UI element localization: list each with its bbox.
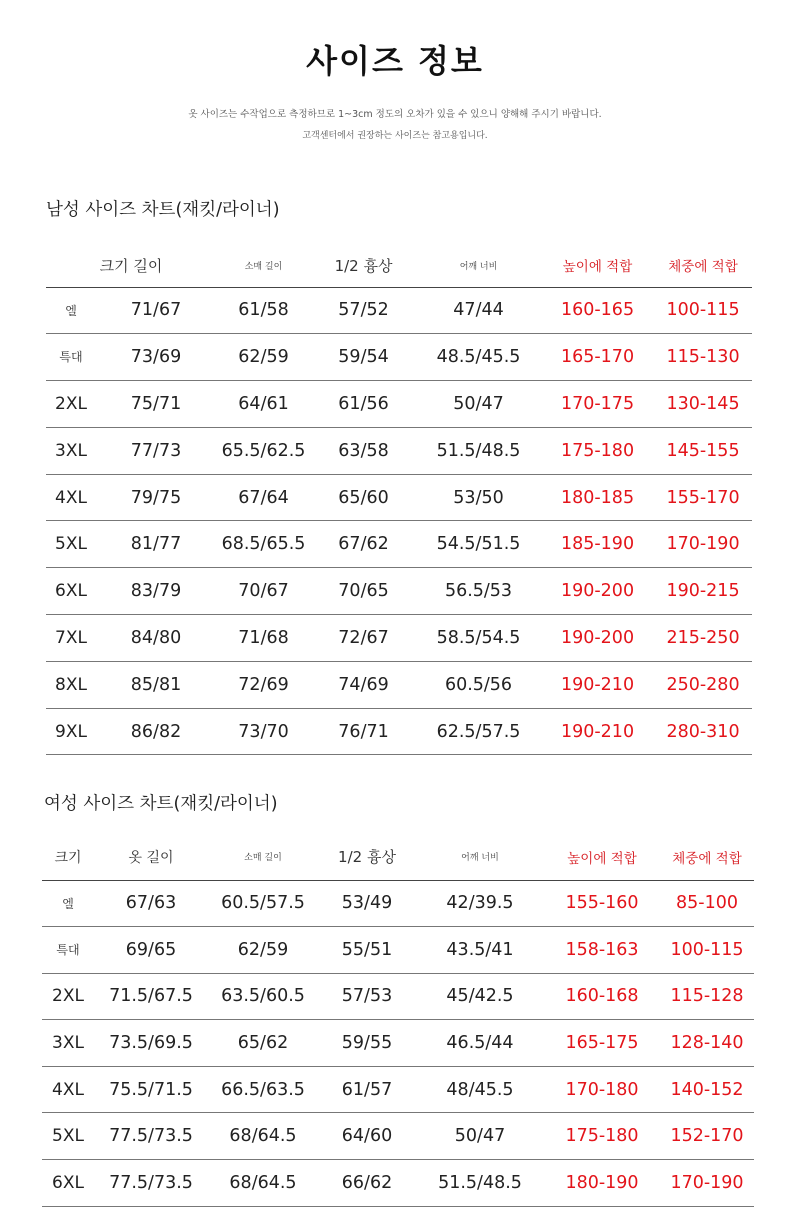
shoulder-cell: 45/42.5	[446, 986, 514, 1007]
shoulder-cell: 51.5/48.5	[438, 1172, 522, 1193]
shoulder-cell: 54.5/51.5	[436, 534, 521, 555]
sleeve-cell: 68/64.5	[229, 1126, 297, 1147]
size-cell: 8XL	[55, 674, 87, 695]
length-cell: 81/77	[130, 534, 182, 555]
shoulder-cell: 46.5/44	[446, 1033, 514, 1054]
bust-cell: 55/51	[341, 939, 393, 960]
sleeve-cell: 70/67	[238, 581, 289, 602]
height-cell: 170-175	[560, 393, 635, 414]
women-size-table	[42, 834, 754, 1207]
sleeve-cell: 61/58	[238, 300, 289, 321]
length-cell: 75/71	[130, 393, 182, 414]
size-cell: 9XL	[55, 721, 87, 742]
size-cell: 5XL	[55, 534, 87, 555]
men-size-table	[46, 244, 752, 755]
table-row	[46, 568, 752, 615]
size-cell: 4XL	[52, 1079, 84, 1100]
weight-cell: 145-155	[666, 440, 740, 461]
women-section-title: 여성 사이즈 차트(재킷/라이너)	[44, 794, 278, 814]
bust-cell: 57/52	[338, 300, 389, 321]
sleeve-cell: 60.5/57.5	[221, 893, 305, 914]
sleeve-cell: 62/59	[237, 939, 289, 960]
women-table-body	[42, 880, 754, 1206]
bust-cell: 64/60	[341, 1126, 393, 1147]
bust-cell: 59/55	[341, 1033, 393, 1054]
weight-cell: 140-152	[670, 1079, 744, 1100]
bust-cell: 74/69	[338, 674, 389, 695]
height-cell: 190-210	[560, 721, 635, 742]
bust-cell: 61/56	[338, 393, 389, 414]
table-row	[46, 521, 752, 568]
table-row	[46, 615, 752, 662]
sleeve-cell: 62/59	[238, 347, 289, 368]
height-cell: 190-200	[560, 581, 635, 602]
size-cell: 엘	[65, 303, 77, 318]
table-row	[42, 973, 754, 1020]
table-row	[42, 1113, 754, 1160]
size-cell: 2XL	[52, 986, 84, 1007]
header-sleeve-length: 소매 길이	[244, 853, 282, 864]
weight-cell: 170-190	[670, 1172, 744, 1193]
weight-cell: 155-170	[666, 487, 740, 508]
table-row	[46, 661, 752, 708]
table-row	[46, 287, 752, 334]
length-cell: 79/75	[130, 487, 182, 508]
weight-cell: 128-140	[670, 1033, 744, 1054]
shoulder-cell: 43.5/41	[446, 939, 514, 960]
header-fit-weight: 체중에 적합	[668, 259, 738, 276]
weight-cell: 170-190	[666, 534, 740, 555]
shoulder-cell: 47/44	[453, 300, 504, 321]
table-row	[42, 927, 754, 974]
header-fit-height: 높이에 적합	[562, 259, 633, 276]
height-cell: 158-163	[565, 939, 639, 960]
shoulder-cell: 60.5/56	[444, 674, 513, 695]
weight-cell: 100-115	[670, 939, 744, 960]
height-cell: 180-190	[565, 1172, 639, 1193]
men-section-title: 남성 사이즈 차트(재킷/라이너)	[46, 200, 280, 220]
weight-cell: 100-115	[666, 300, 740, 321]
weight-cell: 215-250	[666, 627, 740, 648]
weight-cell: 130-145	[666, 393, 740, 414]
size-recommendation-notice: 고객센터에서 권장하는 사이즈는 참고용입니다.	[302, 131, 488, 141]
bust-cell: 59/54	[338, 347, 389, 368]
sleeve-cell: 73/70	[238, 721, 289, 742]
size-cell: 3XL	[52, 1033, 84, 1054]
shoulder-cell: 48.5/45.5	[436, 347, 521, 368]
size-cell: 엘	[62, 896, 74, 911]
length-cell: 85/81	[130, 674, 182, 695]
table-row	[46, 381, 752, 428]
length-cell: 83/79	[130, 581, 182, 602]
length-cell: 84/80	[130, 627, 182, 648]
length-cell: 71.5/67.5	[109, 986, 193, 1007]
header-shoulder-width: 어깨 너비	[461, 853, 499, 864]
bust-cell: 72/67	[338, 627, 389, 648]
shoulder-cell: 53/50	[453, 487, 504, 508]
bust-cell: 66/62	[341, 1172, 393, 1193]
height-cell: 190-200	[560, 627, 635, 648]
weight-cell: 190-215	[666, 581, 740, 602]
height-cell: 175-180	[565, 1126, 639, 1147]
height-cell: 160-165	[560, 300, 635, 321]
weight-cell: 152-170	[670, 1126, 744, 1147]
table-row	[46, 708, 752, 755]
header-half-bust: 1/2 흉상	[338, 848, 396, 867]
men-table-body	[46, 287, 752, 755]
shoulder-cell: 58.5/54.5	[436, 627, 521, 648]
height-cell: 190-210	[560, 674, 635, 695]
weight-cell: 85-100	[676, 893, 738, 914]
weight-cell: 280-310	[666, 721, 740, 742]
header-shoulder-width: 어깨 너비	[459, 261, 498, 272]
table-row	[42, 1020, 754, 1067]
shoulder-cell: 48/45.5	[446, 1079, 514, 1100]
shoulder-cell: 56.5/53	[444, 581, 513, 602]
size-cell: 7XL	[55, 627, 87, 648]
size-cell: 6XL	[52, 1172, 84, 1193]
height-cell: 180-185	[560, 487, 635, 508]
length-cell: 71/67	[130, 300, 182, 321]
header-half-bust: 1/2 흉상	[334, 256, 393, 275]
bust-cell: 67/62	[338, 534, 389, 555]
height-cell: 155-160	[565, 893, 639, 914]
length-cell: 73/69	[130, 347, 182, 368]
size-cell: 2XL	[55, 393, 87, 414]
sleeve-cell: 65/62	[237, 1033, 289, 1054]
sleeve-cell: 72/69	[238, 674, 289, 695]
header-fit-weight: 체중에 적합	[672, 850, 742, 867]
header-size: 크기	[54, 849, 82, 866]
shoulder-cell: 50/47	[453, 393, 504, 414]
size-cell: 6XL	[55, 581, 87, 602]
header-fit-height: 높이에 적합	[567, 850, 637, 867]
table-row	[46, 334, 752, 381]
height-cell: 165-170	[560, 347, 635, 368]
bust-cell: 63/58	[338, 440, 389, 461]
bust-cell: 57/53	[341, 986, 393, 1007]
table-row	[42, 1066, 754, 1113]
length-cell: 77/73	[130, 440, 182, 461]
size-cell: 특대	[59, 350, 83, 365]
height-cell: 165-175	[565, 1033, 639, 1054]
length-cell: 69/65	[125, 939, 177, 960]
men-table-header	[46, 244, 752, 287]
bust-cell: 53/49	[341, 893, 393, 914]
table-row	[46, 427, 752, 474]
length-cell: 75.5/71.5	[109, 1079, 193, 1100]
bust-cell: 70/65	[338, 581, 389, 602]
page-title: 사이즈 정보	[306, 42, 484, 80]
women-table-header	[42, 834, 754, 880]
height-cell: 185-190	[560, 534, 635, 555]
header-size-length: 크기 길이	[99, 256, 163, 275]
length-cell: 73.5/69.5	[109, 1033, 193, 1054]
size-cell: 4XL	[55, 487, 87, 508]
height-cell: 170-180	[565, 1079, 639, 1100]
length-cell: 77.5/73.5	[109, 1172, 193, 1193]
size-cell: 특대	[56, 943, 80, 958]
length-cell: 86/82	[130, 721, 182, 742]
sleeve-cell: 65.5/62.5	[221, 440, 306, 461]
header-length: 옷 길이	[128, 849, 174, 866]
bust-cell: 61/57	[341, 1079, 393, 1100]
weight-cell: 115-128	[670, 986, 744, 1007]
sleeve-cell: 64/61	[238, 393, 289, 414]
shoulder-cell: 50/47	[454, 1126, 506, 1147]
length-cell: 77.5/73.5	[109, 1126, 193, 1147]
sleeve-cell: 63.5/60.5	[221, 986, 305, 1007]
table-row	[42, 880, 754, 927]
table-row	[46, 474, 752, 521]
bust-cell: 65/60	[338, 487, 389, 508]
table-row	[42, 1160, 754, 1207]
sleeve-cell: 68.5/65.5	[221, 534, 306, 555]
shoulder-cell: 42/39.5	[446, 893, 514, 914]
height-cell: 175-180	[560, 440, 635, 461]
size-notice: 옷 사이즈는 수작업으로 측정하므로 1~3cm 정도의 오차가 있을 수 있으니 양해해 주시기 바랍니다.	[188, 109, 602, 120]
shoulder-cell: 62.5/57.5	[436, 721, 521, 742]
sleeve-cell: 71/68	[238, 627, 289, 648]
height-cell: 160-168	[565, 986, 639, 1007]
bust-cell: 76/71	[338, 721, 389, 742]
header-sleeve-length: 소매 길이	[244, 261, 283, 272]
sleeve-cell: 66.5/63.5	[221, 1079, 305, 1100]
sleeve-cell: 67/64	[238, 487, 289, 508]
size-cell: 5XL	[52, 1126, 84, 1147]
weight-cell: 115-130	[666, 347, 740, 368]
length-cell: 67/63	[125, 893, 177, 914]
sleeve-cell: 68/64.5	[229, 1172, 297, 1193]
shoulder-cell: 51.5/48.5	[436, 440, 521, 461]
weight-cell: 250-280	[666, 674, 740, 695]
size-cell: 3XL	[55, 440, 87, 461]
